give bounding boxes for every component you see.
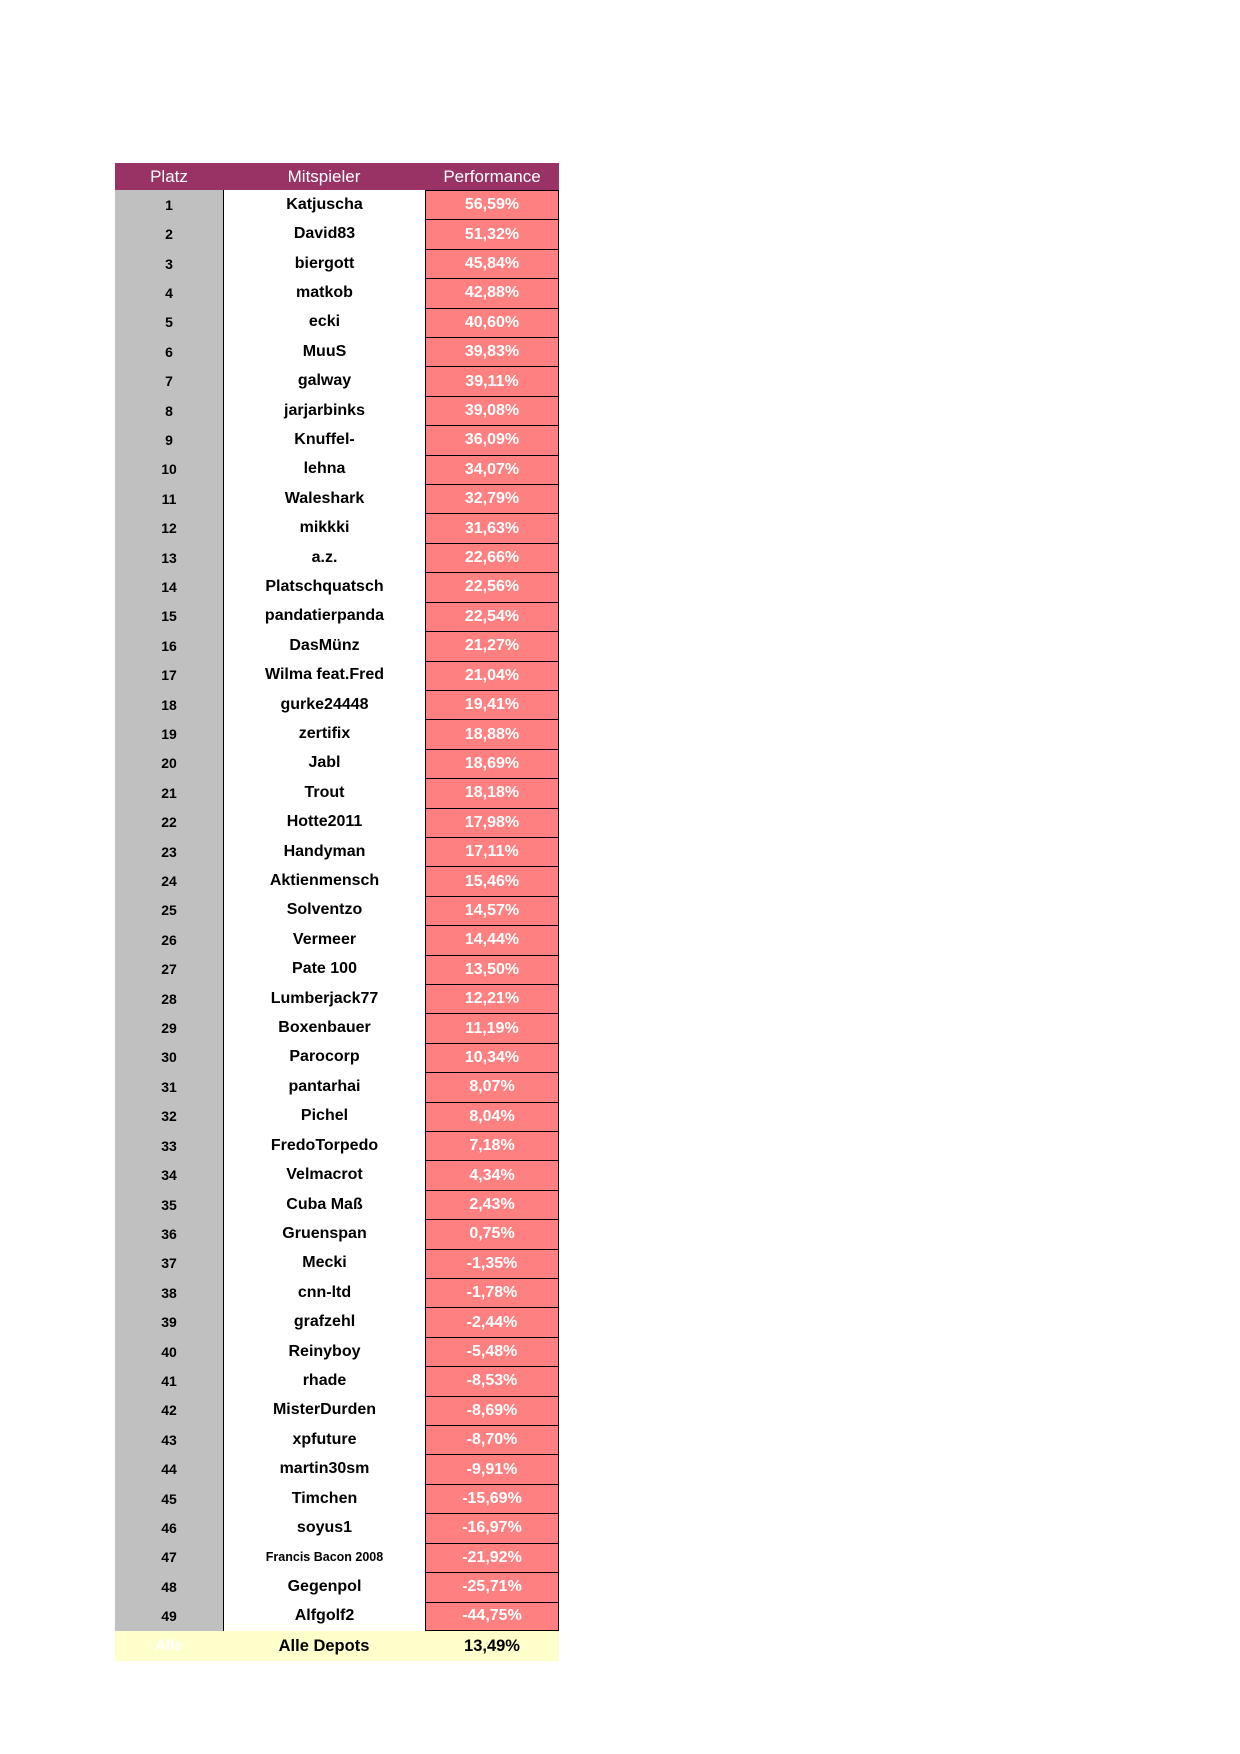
table-row [115,1513,559,1542]
player-cell: Mecki [223,1249,425,1278]
performance-cell: 22,54% [425,602,559,631]
table-row [115,366,559,395]
table-row [115,455,559,484]
player-cell: Katjuscha [223,190,425,219]
rank-cell: 46 [115,1513,223,1542]
table-row [115,1013,559,1042]
player-cell: grafzehl [223,1307,425,1336]
rank-cell: 27 [115,955,223,984]
table-row [115,1572,559,1601]
player-cell: DasMünz [223,631,425,660]
table-row [115,1307,559,1336]
rank-cell: 30 [115,1043,223,1072]
table-row [115,543,559,572]
rank-cell: 25 [115,896,223,925]
performance-cell: 4,34% [425,1160,559,1189]
player-cell: Velmacrot [223,1160,425,1189]
player-cell: Gegenpol [223,1572,425,1601]
table-row [115,602,559,631]
table-row [115,484,559,513]
table-row [115,1190,559,1219]
performance-cell: -15,69% [425,1484,559,1513]
performance-cell: 39,11% [425,366,559,395]
player-cell: matkob [223,278,425,307]
player-cell: a.z. [223,543,425,572]
player-cell: Jabl [223,749,425,778]
performance-cell: -2,44% [425,1307,559,1336]
performance-cell: 11,19% [425,1013,559,1042]
rank-cell: 15 [115,602,223,631]
rank-cell: 42 [115,1396,223,1425]
footer-performance-cell: 13,49% [464,1636,520,1655]
rank-cell: 35 [115,1190,223,1219]
rank-cell: 26 [115,925,223,954]
table-row [115,337,559,366]
table-row [115,749,559,778]
rank-cell: 39 [115,1307,223,1336]
rank-cell: 13 [115,543,223,572]
performance-cell: -25,71% [425,1572,559,1601]
rank-cell: 23 [115,837,223,866]
rank-cell: 48 [115,1572,223,1601]
rank-cell: 6 [115,337,223,366]
header-platz: Platz [150,167,188,186]
table-row [115,425,559,454]
player-cell: Timchen [223,1484,425,1513]
table-row [115,190,559,219]
player-cell: zertifix [223,719,425,748]
performance-cell: 39,08% [425,396,559,425]
table-row [115,1484,559,1513]
rank-cell: 1 [115,190,223,219]
performance-cell: -21,92% [425,1543,559,1572]
table-row [115,1249,559,1278]
player-cell: ecki [223,308,425,337]
table-row [115,1543,559,1572]
rank-cell: 29 [115,1013,223,1042]
performance-cell: 8,04% [425,1102,559,1131]
table-row [115,896,559,925]
footer-player-cell: Alle Depots [278,1636,370,1655]
performance-cell: 12,21% [425,984,559,1013]
table-row [115,719,559,748]
performance-cell: 13,50% [425,955,559,984]
performance-cell: -8,53% [425,1366,559,1395]
player-cell: mikkki [223,513,425,542]
rank-cell: 21 [115,778,223,807]
rank-cell: 47 [115,1543,223,1572]
table-row [115,661,559,690]
player-cell: Platschquatsch [223,572,425,601]
performance-cell: -5,48% [425,1337,559,1366]
rank-cell: 36 [115,1219,223,1248]
player-cell: soyus1 [223,1513,425,1542]
player-cell: MuuS [223,337,425,366]
rank-cell: 3 [115,249,223,278]
performance-cell: -1,78% [425,1278,559,1307]
rank-cell: 38 [115,1278,223,1307]
rank-cell: 44 [115,1454,223,1483]
rank-cell: 33 [115,1131,223,1160]
performance-cell: 45,84% [425,249,559,278]
table-row [115,1160,559,1189]
performance-cell: 0,75% [425,1219,559,1248]
performance-cell: 17,11% [425,837,559,866]
rank-cell: 14 [115,572,223,601]
player-cell: cnn-ltd [223,1278,425,1307]
player-cell: Francis Bacon 2008 [223,1543,425,1572]
player-cell: Wilma feat.Fred [223,661,425,690]
rank-cell: 31 [115,1072,223,1101]
rank-cell: 40 [115,1337,223,1366]
performance-cell: -1,35% [425,1249,559,1278]
table-row [115,1043,559,1072]
player-cell: Hotte2011 [223,808,425,837]
player-cell: Pichel [223,1102,425,1131]
player-cell: Vermeer [223,925,425,954]
table-row [115,866,559,895]
table-row [115,690,559,719]
rank-cell: 32 [115,1102,223,1131]
player-cell: Aktienmensch [223,866,425,895]
player-cell: biergott [223,249,425,278]
rank-cell: 22 [115,808,223,837]
table-row [115,1278,559,1307]
performance-cell: 22,66% [425,543,559,572]
performance-cell: 17,98% [425,808,559,837]
performance-cell: -44,75% [425,1602,559,1631]
rank-cell: 49 [115,1602,223,1631]
table-row [115,984,559,1013]
performance-cell: 39,83% [425,337,559,366]
table-row [115,925,559,954]
player-cell: pandatierpanda [223,602,425,631]
table-row [115,955,559,984]
rank-cell: 19 [115,719,223,748]
player-cell: Reinyboy [223,1337,425,1366]
player-cell: Alfgolf2 [223,1602,425,1631]
rank-cell: 4 [115,278,223,307]
player-cell: Trout [223,778,425,807]
rank-cell: 16 [115,631,223,660]
rank-cell: 17 [115,661,223,690]
player-cell: pantarhai [223,1072,425,1101]
table-row [115,1454,559,1483]
table-row [115,837,559,866]
header-performance: Performance [443,167,541,186]
rank-cell: 24 [115,866,223,895]
player-cell: FredoTorpedo [223,1131,425,1160]
table-row [115,1102,559,1131]
rank-cell: 5 [115,308,223,337]
player-cell: gurke24448 [223,690,425,719]
performance-cell: 21,27% [425,631,559,660]
player-cell: Solventzo [223,896,425,925]
rank-cell: 2 [115,219,223,248]
performance-cell: 8,07% [425,1072,559,1101]
performance-cell: 36,09% [425,425,559,454]
table-row [115,1337,559,1366]
performance-cell: 21,04% [425,661,559,690]
performance-cell: 32,79% [425,484,559,513]
performance-cell: 40,60% [425,308,559,337]
table-row [115,1602,559,1631]
performance-cell: 22,56% [425,572,559,601]
rank-cell: 20 [115,749,223,778]
player-cell: galway [223,366,425,395]
player-cell: Gruenspan [223,1219,425,1248]
performance-cell: 10,34% [425,1043,559,1072]
performance-cell: -8,70% [425,1425,559,1454]
rank-cell: 9 [115,425,223,454]
performance-cell: 18,88% [425,719,559,748]
table-row [115,1131,559,1160]
player-cell: Knuffel- [223,425,425,454]
table-row [115,1072,559,1101]
player-cell: Waleshark [223,484,425,513]
performance-cell: 56,59% [425,190,559,219]
rank-cell: 43 [115,1425,223,1454]
player-cell: Boxenbauer [223,1013,425,1042]
player-cell: Handyman [223,837,425,866]
header-mitspieler: Mitspieler [287,167,361,186]
player-cell: David83 [223,219,425,248]
performance-cell: 7,18% [425,1131,559,1160]
table-row [115,1396,559,1425]
rank-cell: 7 [115,366,223,395]
performance-cell: 34,07% [425,455,559,484]
table-body [115,190,559,1631]
rank-cell: 11 [115,484,223,513]
performance-cell: 2,43% [425,1190,559,1219]
table-row [115,396,559,425]
player-cell: MisterDurden [223,1396,425,1425]
table-row [115,513,559,542]
player-cell: Lumberjack77 [223,984,425,1013]
footer-rank-cell: Alle [155,1637,183,1655]
rank-cell: 12 [115,513,223,542]
table-row [115,808,559,837]
table-row [115,631,559,660]
performance-cell: -16,97% [425,1513,559,1542]
table-row [115,1219,559,1248]
rank-cell: 28 [115,984,223,1013]
table-footer [115,1631,559,1661]
performance-cell: 18,18% [425,778,559,807]
performance-cell: 42,88% [425,278,559,307]
rank-cell: 41 [115,1366,223,1395]
rank-cell: 10 [115,455,223,484]
performance-cell: -8,69% [425,1396,559,1425]
rank-cell: 45 [115,1484,223,1513]
table-header [115,163,559,190]
leaderboard-table [115,163,559,1661]
player-cell: Pate 100 [223,955,425,984]
performance-cell: -9,91% [425,1454,559,1483]
performance-cell: 15,46% [425,866,559,895]
table-row [115,1366,559,1395]
rank-cell: 8 [115,396,223,425]
player-cell: Cuba Maß [223,1190,425,1219]
player-cell: martin30sm [223,1454,425,1483]
table-row [115,219,559,248]
table-row [115,308,559,337]
table-row [115,778,559,807]
performance-cell: 31,63% [425,513,559,542]
table-row [115,249,559,278]
table-row [115,278,559,307]
table-row [115,572,559,601]
rank-cell: 18 [115,690,223,719]
rank-cell: 37 [115,1249,223,1278]
player-cell: Parocorp [223,1043,425,1072]
rank-cell: 34 [115,1160,223,1189]
player-cell: lehna [223,455,425,484]
table-row [115,1425,559,1454]
performance-cell: 19,41% [425,690,559,719]
performance-cell: 14,57% [425,896,559,925]
player-cell: jarjarbinks [223,396,425,425]
performance-cell: 51,32% [425,219,559,248]
performance-cell: 14,44% [425,925,559,954]
player-cell: rhade [223,1366,425,1395]
performance-cell: 18,69% [425,749,559,778]
player-cell: xpfuture [223,1425,425,1454]
